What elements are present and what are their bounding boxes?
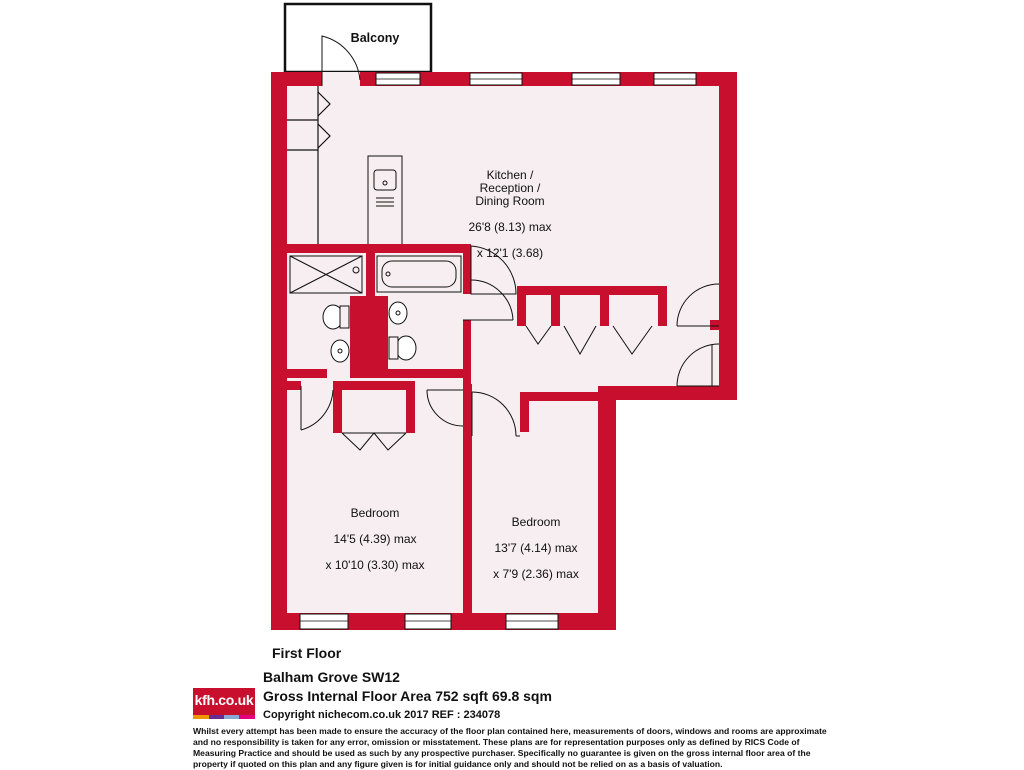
bedroom1-dim2: x 10'10 (3.30) max [325, 558, 425, 572]
logo-stripe-1 [193, 715, 209, 719]
bedroom2-name: Bedroom [511, 515, 561, 529]
bedroom1-dim1: 14'5 (4.39) max [333, 532, 417, 546]
balcony-label: Balcony [350, 31, 400, 45]
floor-area: Gross Internal Floor Area 752 sqft 69.8 sqm [263, 688, 552, 704]
floor-name: First Floor [272, 645, 342, 661]
logo-stripe-2 [209, 715, 224, 719]
bedroom1-name: Bedroom [350, 506, 400, 520]
bedroom2-label [466, 503, 606, 594]
logo-stripe-3 [224, 715, 239, 719]
kfh-logo[interactable] [193, 688, 255, 719]
disclaimer: Whilst every attempt has been made to ensure the accuracy of the floor plan contained here, measurements of doors, windows and rooms are approximate and no responsibility is taken for any error, omission or misstatement. These plans are for representation purposes only as defined by RICS Code of Measuring Practice and should be used as such by any prospective purchaser. Specifically no guarantee is given on the gross internal floor area of the property if quoted on this plan and any figure given is for initial guidance only and should not be relied on as a basis of valuation. [193, 726, 827, 769]
kitchen-label [440, 156, 580, 273]
logo-text: kfh.co.uk [194, 692, 254, 708]
balcony-door-gap [322, 72, 360, 86]
bedroom1-label [305, 494, 445, 585]
bedroom2-dim2: x 7'9 (2.36) max [493, 567, 579, 581]
property-address: Balham Grove SW12 [263, 669, 400, 685]
copyright: Copyright nichecom.co.uk 2017 REF : 234078 [263, 709, 501, 721]
kitchen-dim2: x 12'1 (3.68) [476, 246, 544, 260]
kitchen-dim1: 26'8 (8.13) max [468, 220, 552, 234]
kitchen-name: Kitchen / Reception / Dining Room [475, 168, 545, 208]
logo-stripe-4 [239, 715, 255, 719]
bedroom2-dim1: 13'7 (4.14) max [494, 541, 578, 555]
